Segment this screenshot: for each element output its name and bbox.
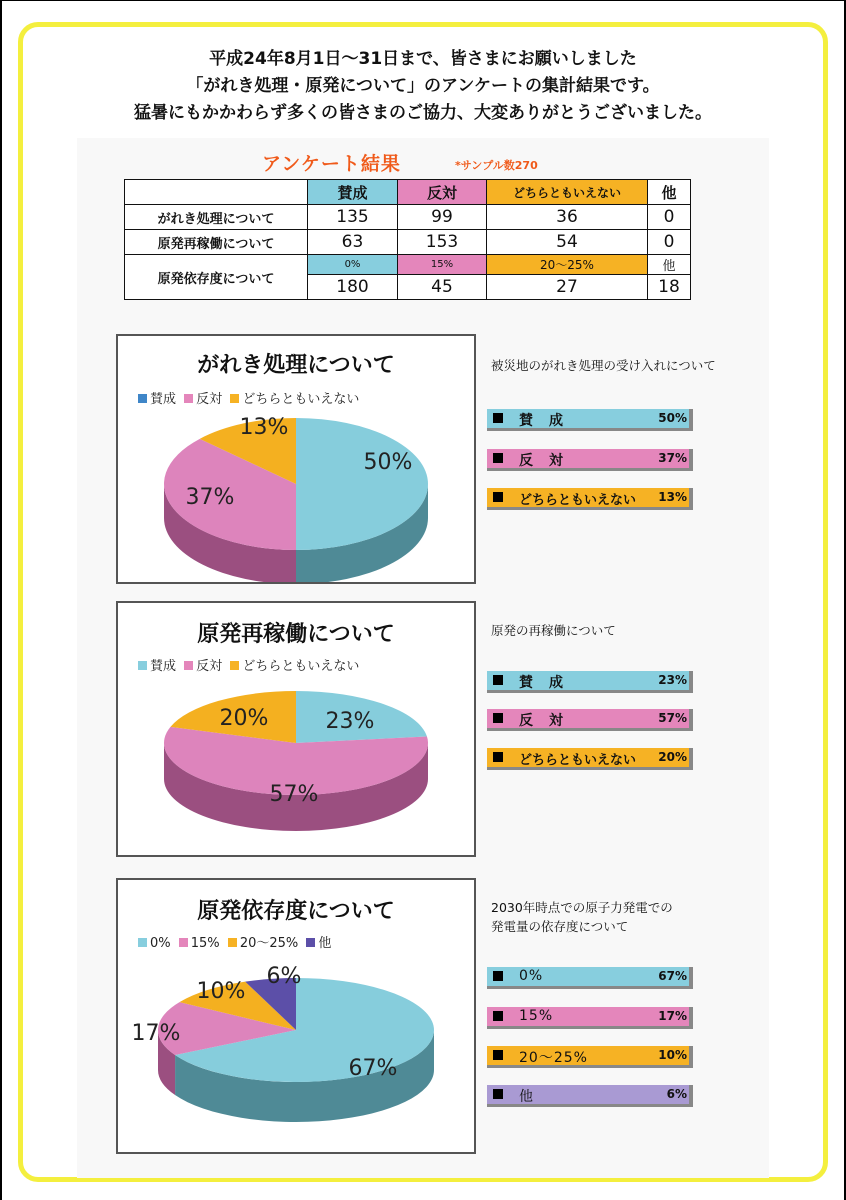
side-title-line: 発電量の依存度について xyxy=(491,919,629,934)
pie-chart xyxy=(118,880,474,1152)
table-cell: 63 xyxy=(308,230,398,255)
subheader-cell: 0% xyxy=(308,255,398,275)
side-bar-label: 他 xyxy=(519,1089,534,1105)
legend-label: どちらともいえない xyxy=(242,392,360,407)
side-bar-item xyxy=(487,967,693,989)
intro-text xyxy=(40,46,806,127)
legend-label: 賛成 xyxy=(150,392,177,407)
side-title xyxy=(491,621,616,640)
table-cell: 18 xyxy=(648,275,691,300)
header-cell: 賛成 xyxy=(308,180,398,205)
side-bar-item xyxy=(487,748,693,770)
side-bar-item xyxy=(487,409,693,431)
results-table xyxy=(124,179,691,300)
bullet-square xyxy=(493,1050,503,1060)
side-bar-value: 10% xyxy=(658,1048,687,1062)
side-bar-label: 賛 成 xyxy=(519,413,564,429)
pie-value-label: 57% xyxy=(269,782,319,807)
intro-line-3: 猛暑にもかかわらず多くの皆さまのご協力、大変ありがとうございました。 xyxy=(134,103,712,123)
side-bar-value: 50% xyxy=(658,411,687,425)
side-bar-label: 20〜25% xyxy=(519,1050,588,1066)
legend-label: 反対 xyxy=(196,659,223,674)
side-bar-value: 23% xyxy=(658,673,687,687)
table-row xyxy=(125,230,691,255)
side-bar-value: 20% xyxy=(658,750,687,764)
pie-value-label: 20% xyxy=(219,706,269,731)
table-cell: 27 xyxy=(487,275,648,300)
chart-saikado xyxy=(116,601,476,857)
table-corner xyxy=(125,180,308,205)
bullet-square xyxy=(493,492,503,502)
row-label: 原発依存度について xyxy=(125,255,308,300)
table-cell: 180 xyxy=(308,275,398,300)
side-bar-item xyxy=(487,1007,693,1029)
intro-line-1: 平成24年8月1日～31日まで、皆さまにお願いしました xyxy=(209,49,637,69)
chart-title: 原発再稼働について xyxy=(197,622,395,647)
bullet-square xyxy=(493,1089,503,1099)
side-bar-label: どちらともいえない xyxy=(519,493,637,508)
pie-value-label: 13% xyxy=(239,415,289,440)
side-bar-item xyxy=(487,1085,693,1107)
table-header-row xyxy=(125,180,691,205)
row-label: 原発再稼働について xyxy=(125,230,308,255)
bullet-square xyxy=(493,971,503,981)
bullet-square xyxy=(493,453,503,463)
side-title-line: 2030年時点での原子力発電での xyxy=(491,900,673,915)
chart-gareki xyxy=(116,334,476,584)
table-subheader-row xyxy=(125,255,691,275)
side-title-line: 被災地のがれき処理の受け入れについて xyxy=(491,358,716,373)
intro-line-2: 「がれき処理・原発について」のアンケートの集計結果です。 xyxy=(186,76,660,96)
pie-value-label: 67% xyxy=(348,1056,398,1081)
side-title xyxy=(491,898,673,936)
pie-value-label: 10% xyxy=(196,979,246,1004)
side-bar-value: 67% xyxy=(658,969,687,983)
side-title xyxy=(491,356,716,375)
side-bar-item xyxy=(487,1046,693,1068)
legend-label: 他 xyxy=(318,936,332,951)
side-bar-label: 15% xyxy=(519,1008,554,1024)
bullet-square xyxy=(493,1011,503,1021)
legend-label: 20〜25% xyxy=(239,936,299,951)
bullet-square xyxy=(493,413,503,423)
table-cell: 135 xyxy=(308,205,398,230)
table-cell: 99 xyxy=(398,205,487,230)
header-cell: どちらともいえない xyxy=(487,180,648,205)
legend-label: 0% xyxy=(150,936,171,951)
pie-value-label: 23% xyxy=(325,709,375,734)
table-cell: 54 xyxy=(487,230,648,255)
pie-value-label: 50% xyxy=(363,450,413,475)
legend-label: どちらともいえない xyxy=(242,659,360,674)
bullet-square xyxy=(493,713,503,723)
table-cell: 153 xyxy=(398,230,487,255)
sample-note: *サンプル数270 xyxy=(455,159,538,172)
legend-label: 15% xyxy=(190,936,220,951)
subheader-cell: 15% xyxy=(398,255,487,275)
chart-izondo xyxy=(116,878,476,1154)
side-bar-value: 6% xyxy=(666,1087,687,1101)
header-cell: 反対 xyxy=(398,180,487,205)
legend-label: 反対 xyxy=(196,392,223,407)
bullet-square xyxy=(493,752,503,762)
table-cell: 36 xyxy=(487,205,648,230)
pie-chart xyxy=(118,603,474,855)
side-bar-label: 反 対 xyxy=(519,453,564,469)
side-bar-item xyxy=(487,671,693,693)
side-bar-value: 13% xyxy=(658,490,687,504)
table-row xyxy=(125,205,691,230)
side-bar-item xyxy=(487,449,693,471)
subheader-cell: 20〜25% xyxy=(487,255,648,275)
table-cell: 0 xyxy=(648,230,691,255)
legend-label: 賛成 xyxy=(150,659,177,674)
side-bar-item xyxy=(487,488,693,510)
side-bar-value: 57% xyxy=(658,711,687,725)
table-cell: 0 xyxy=(648,205,691,230)
side-title-line: 原発の再稼働について xyxy=(491,623,616,638)
side-bar-value: 37% xyxy=(658,451,687,465)
side-bar-item xyxy=(487,709,693,731)
pie-value-label: 17% xyxy=(131,1021,181,1046)
chart-title: がれき処理について xyxy=(197,353,395,378)
header-cell: 他 xyxy=(648,180,691,205)
table-cell: 45 xyxy=(398,275,487,300)
pie-value-label: 37% xyxy=(185,485,235,510)
results-title: アンケート結果 xyxy=(262,153,401,175)
side-bar-value: 17% xyxy=(658,1009,687,1023)
pie-value-label: 6% xyxy=(266,964,302,989)
chart-title: 原発依存度について xyxy=(197,899,395,924)
subheader-cell: 他 xyxy=(648,255,691,275)
side-bar-label: 0% xyxy=(519,968,544,984)
pie-chart xyxy=(118,336,474,582)
row-label: がれき処理について xyxy=(125,205,308,230)
side-bar-label: 反 対 xyxy=(519,713,564,729)
side-bar-label: どちらともいえない xyxy=(519,753,637,768)
bullet-square xyxy=(493,675,503,685)
side-bar-label: 賛 成 xyxy=(519,675,564,691)
